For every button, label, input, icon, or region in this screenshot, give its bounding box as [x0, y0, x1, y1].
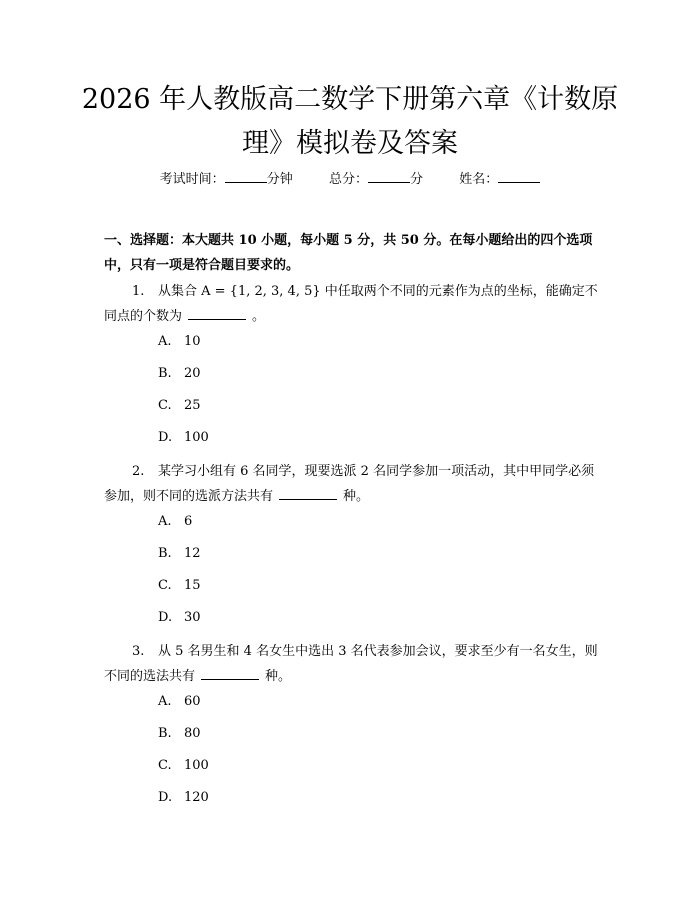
name-label: 姓名：: [459, 172, 499, 187]
time-blank: [225, 170, 267, 183]
option-a: [158, 513, 192, 531]
question-text-end: 种。: [343, 489, 370, 504]
option-value: 20: [184, 366, 201, 381]
time-unit: 分钟: [266, 172, 293, 187]
option-b: [158, 545, 201, 563]
document-title: [80, 78, 620, 166]
score-unit: 分: [410, 172, 424, 187]
answer-blank: [188, 307, 246, 320]
option-value: 60: [184, 694, 201, 709]
option-d: [158, 609, 201, 627]
option-value: 120: [184, 790, 209, 805]
option-label: B.: [158, 546, 172, 561]
question-text: 从 5 名男生和 4 名女生中选出 3 名代表参加会议，要求至少有一名女生，则不同的选法共有: [104, 644, 598, 684]
option-label: D.: [158, 790, 173, 805]
option-label: C.: [158, 578, 172, 593]
option-label: A.: [158, 334, 172, 349]
option-value: 10: [184, 334, 201, 349]
question-text-end: 。: [252, 309, 266, 324]
question-number: 1.: [132, 284, 145, 299]
answer-blank: [201, 667, 259, 680]
option-a: [158, 333, 201, 351]
option-value: 15: [184, 578, 201, 593]
option-c: [158, 577, 201, 595]
question-text-end: 种。: [265, 669, 292, 684]
exam-meta-line: [0, 168, 700, 187]
option-value: 100: [184, 758, 209, 773]
option-label: B.: [158, 726, 172, 741]
question-3: [104, 639, 604, 689]
option-value: 25: [184, 398, 201, 413]
option-label: C.: [158, 758, 172, 773]
option-value: 80: [184, 726, 201, 741]
option-label: D.: [158, 610, 173, 625]
question-number: 2.: [132, 464, 145, 479]
question-2: [104, 459, 604, 509]
question-text: 某学习小组有 6 名同学，现要选派 2 名同学参加一项活动，其中甲同学必须参加，则不同的选派方法共有: [104, 464, 595, 504]
option-b: [158, 725, 201, 743]
option-c: [158, 757, 209, 775]
option-label: D.: [158, 430, 173, 445]
option-label: B.: [158, 366, 172, 381]
score-blank: [368, 170, 410, 183]
option-b: [158, 365, 201, 383]
option-c: [158, 397, 201, 415]
option-a: [158, 693, 201, 711]
title-line-1: 2026 年人教版高二数学下册第六章《计数原: [81, 84, 619, 115]
option-label: C.: [158, 398, 172, 413]
question-text: 从集合 A = {1, 2, 3, 4, 5} 中任取两个不同的元素作为点的坐标，能确定不同点的个数为: [104, 284, 598, 324]
option-value: 100: [184, 430, 209, 445]
option-d: [158, 789, 209, 807]
time-label: 考试时间：: [159, 172, 225, 187]
title-line-2: 理》模拟卷及答案: [242, 128, 458, 159]
option-value: 30: [184, 610, 201, 625]
option-label: A.: [158, 514, 172, 529]
option-value: 12: [184, 546, 201, 561]
answer-blank: [279, 487, 337, 500]
section-heading: 一、选择题：本大题共 10 小题，每小题 5 分，共 50 分。在每小题给出的四个选项中，只有一项是符合题目要求的。: [104, 233, 593, 273]
score-label: 总分：: [328, 172, 368, 187]
name-blank: [498, 170, 540, 183]
question-1: [104, 279, 604, 329]
option-d: [158, 429, 209, 447]
option-value: 6: [184, 514, 193, 529]
option-label: A.: [158, 694, 172, 709]
question-number: 3.: [132, 644, 145, 659]
